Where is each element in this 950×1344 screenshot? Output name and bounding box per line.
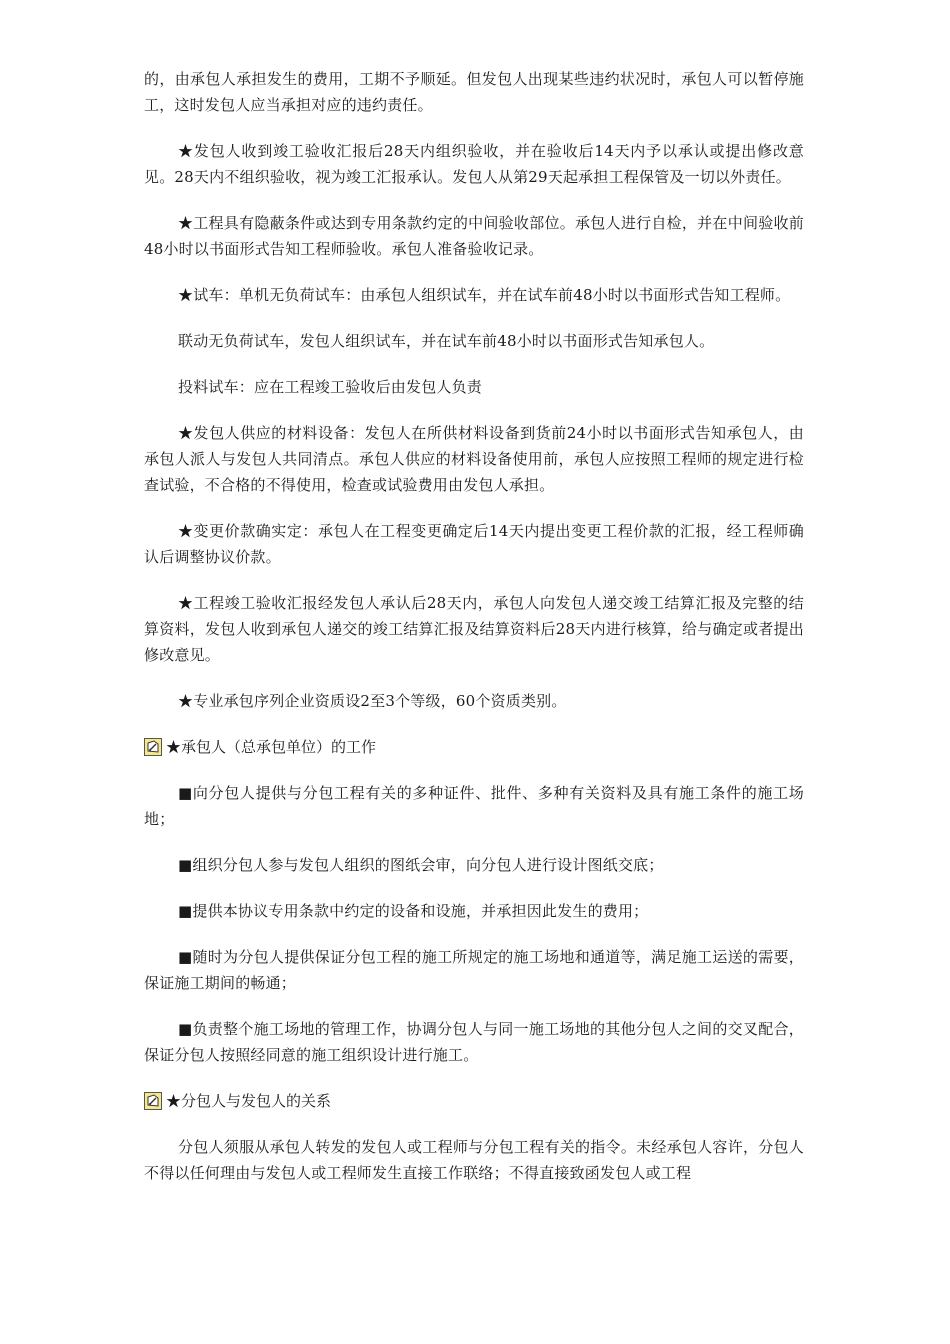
paragraph-single-test-run: ★试车：单机无负荷试车：由承包人组织试车，并在试车前48小时以书面形式告知工程师。 [178,286,791,304]
document-pen-icon [144,738,162,756]
paragraph-completion-acceptance: ★发包人收到竣工验收汇报后28天内组织验收，并在验收后14天内予以承认或提出修改意见。28天内不组织验收，视为竣工汇报承认。发包人从第29天起承担工程保管及一切以外责任。 [144,142,804,186]
list-item: ■随时为分包人提供保证分包工程的施工所规定的施工场地和通道等，满足施工运送的需要，保证施工期间的畅通； [144,948,804,992]
paragraph-continuation: 的，由承包人承担发生的费用，工期不予顺延。但发包人出现某些违约状况时，承包人可以暂停施工，这时发包人应当承担对应的违约责任。 [144,70,804,114]
paragraph-linked-test-run: 联动无负荷试车，发包人组织试车，并在试车前48小时以书面形式告知承包人。 [178,332,715,350]
section-heading-title: ★承包人（总承包单位）的工作 [166,738,377,756]
paragraph-final-settlement: ★工程竣工验收汇报经发包人承认后28天内，承包人向发包人递交竣工结算汇报及完整的结算资料，发包人收到承包人递交的竣工结算汇报及结算资料后28天内进行核算，给与确定或者提出修改意见。 [144,594,804,664]
document-pen-icon [144,1092,162,1110]
list-item: ■向分包人提供与分包工程有关的多种证件、批件、多种有关资料及具有施工条件的施工场地； [144,784,804,828]
list-item: ■组织分包人参与发包人组织的图纸会审，向分包人进行设计图纸交底； [178,856,664,874]
paragraph-feed-test-run: 投料试车：应在工程竣工验收后由发包人负责 [178,378,483,396]
section-heading-contractor-work [144,734,804,760]
paragraph-change-pricing: ★变更价款确实定：承包人在工程变更确定后14天内提出变更工程价款的汇报，经工程师确认后调整协议价款。 [144,522,804,566]
section-heading-title: ★分包人与发包人的关系 [166,1092,332,1110]
section-heading-subcontractor-relation [144,1088,804,1114]
paragraph-qualification-levels: ★专业承包序列企业资质设2至3个等级，60个资质类别。 [178,692,567,710]
list-item: ■负责整个施工场地的管理工作，协调分包人与同一施工场地的其他分包人之间的交叉配合，保证分包人按照经同意的施工组织设计进行施工。 [144,1020,804,1064]
paragraph-hidden-works: ★工程具有隐蔽条件或达到专用条款约定的中间验收部位。承包人进行自检，并在中间验收前48小时以书面形式告知工程师验收。承包人准备验收记录。 [144,214,804,258]
document-page [144,66,804,1206]
paragraph-materials-supply: ★发包人供应的材料设备：发包人在所供材料设备到货前24小时以书面形式告知承包人，由承包人派人与发包人共同清点。承包人供应的材料设备使用前，承包人应按照工程师的规定进行检查试验，不合格的不得使用，检查或试验费用由发包人承担。 [144,424,804,494]
paragraph-subcontractor-instructions: 分包人须服从承包人转发的发包人或工程师与分包工程有关的指令。未经承包人容许，分包人不得以任何理由与发包人或工程师发生直接工作联络；不得直接致函发包人或工程 [144,1138,804,1182]
list-item: ■提供本协议专用条款中约定的设备和设施，并承担因此发生的费用； [178,902,649,920]
